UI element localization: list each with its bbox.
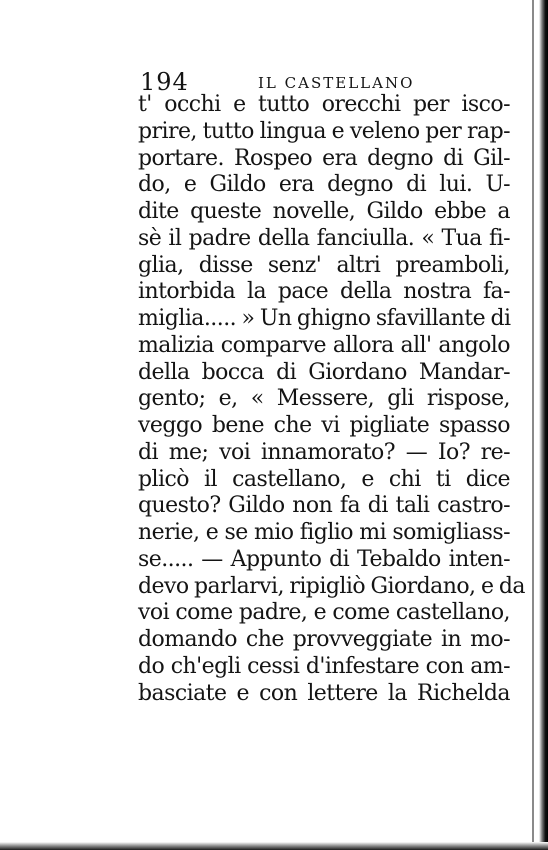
text-line: portare. Rospeo era degno di Gil-	[138, 145, 510, 171]
text-line: prire, tutto lingua e veleno per rap-	[138, 118, 510, 144]
text-line: intorbida la pace della nostra fa-	[138, 279, 510, 305]
text-line: gento; e, « Messere, gli rispose,	[138, 386, 510, 412]
text-line: miglia..... » Un ghigno sfavillante di	[138, 306, 511, 331]
scan-edge-right	[539, 0, 548, 850]
running-head: IL CASTELLANO	[258, 74, 415, 92]
text-line: plicò il castellano, e chi ti dice	[138, 466, 510, 492]
text-line: nerie, e se mio figlio mi somigliass-	[138, 520, 510, 545]
text-line: sè il padre della fanciulla. « Tua fi-	[138, 225, 510, 251]
text-line: voi come padre, e come castellano,	[138, 600, 510, 626]
text-line: domando che provveggiate in mo-	[138, 627, 510, 652]
text-line: t' occhi e tutto orecchi per isco-	[138, 92, 510, 117]
text-line: questo? Gildo non fa di tali castro-	[138, 493, 510, 519]
text-line: glia, disse senz' altri preamboli,	[138, 252, 510, 278]
text-line: di me; voi innamorato? — Io? re-	[138, 439, 510, 465]
text-line: dite queste novelle, Gildo ebbe a	[138, 199, 510, 224]
text-line: basciate e con lettere la Richelda	[138, 680, 510, 706]
text-line: della bocca di Giordano Mandar-	[138, 359, 510, 385]
text-line: do ch'egli cessi d'infestare con am-	[138, 653, 510, 679]
text-line: se..... — Appunto di Tebaldo inten-	[138, 546, 510, 572]
text-line: devo parlarvi, ripigliò Giordano, e da	[138, 573, 525, 599]
text-line: do, e Gildo era degno di lui. U-	[138, 172, 510, 198]
page-number: 194	[140, 68, 189, 96]
text-line: malizia comparve allora all' angolo	[138, 332, 510, 358]
scan-edge-bottom	[0, 842, 548, 850]
body-text	[138, 92, 525, 707]
text-line: veggo bene che vi pigliate spasso	[138, 413, 510, 438]
page-edge-shadow	[532, 0, 534, 850]
